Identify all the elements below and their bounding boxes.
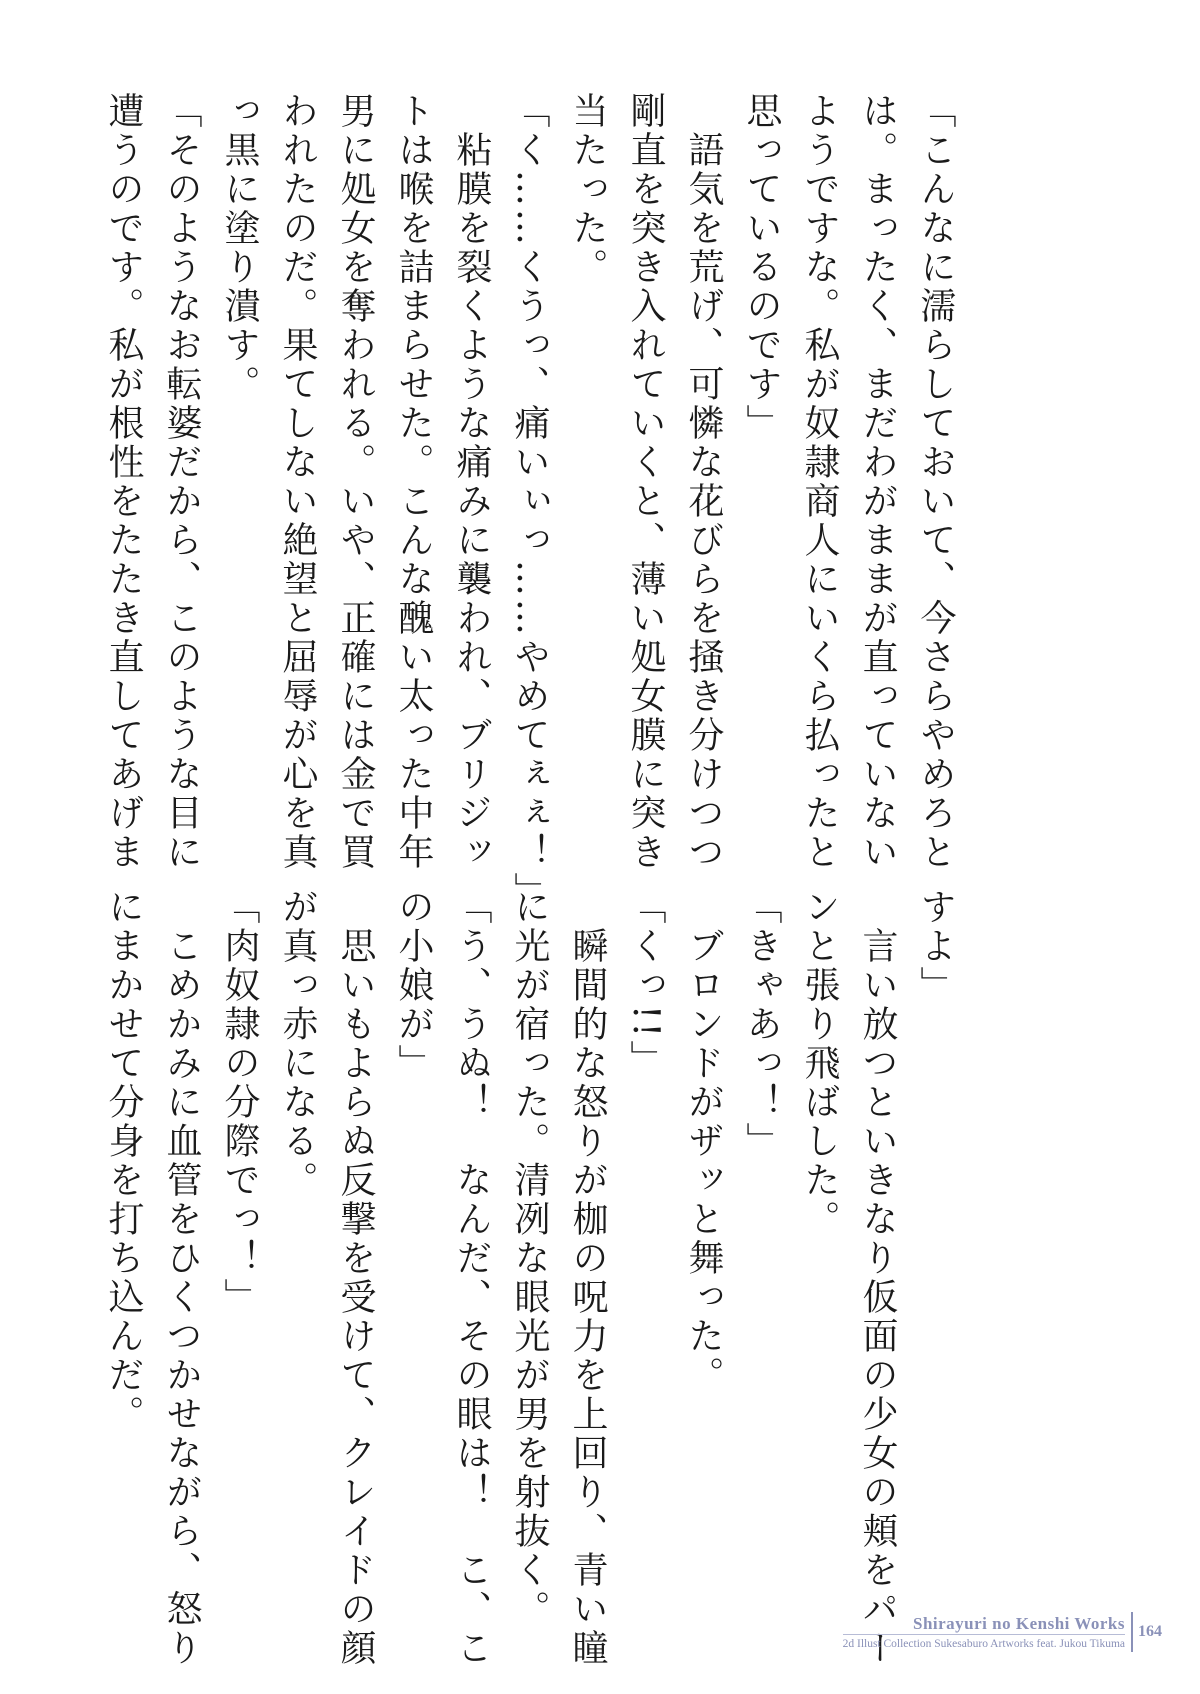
text-line: 遭うのです。私が根性をたたき直してあげま [103,92,144,872]
text-line: 剛直を突き入れていくと、薄い処女膜に突き [625,92,666,872]
footer-divider [1131,1612,1133,1652]
text-line: 当たった。 [567,92,608,287]
text-line: 男に処女を奪われる。いや、正確には金で買 [335,92,376,872]
text-line: 「肉奴隷の分際でっ！」 [219,888,260,1317]
text-line: われたのだ。果てしない絶望と屈辱が心を真 [277,92,318,872]
text-line: 瞬間的な怒りが枷の呪力を上回り、青い瞳 [567,888,608,1668]
text-line: 思いもよらぬ反撃を受けて、クレイドの顔 [335,888,376,1668]
text-line: の小娘が」 [393,888,434,1083]
text-line: に光が宿った。清冽な眼光が男を射抜く。 [509,888,550,1629]
text-line: にまかせて分身を打ち込んだ。 [103,888,144,1434]
text-line: トは喉を詰まらせた。こんな醜い太った中年 [393,92,434,872]
text-line: 「きゃあっ！」 [741,888,782,1161]
text-line: 「く……くうっ、痛いぃっ……やめてぇぇ！」 [509,92,550,911]
page-number: 164 [1138,1623,1162,1640]
text-line: 粘膜を裂くような痛みに襲われ、ブリジッ [451,92,492,872]
text-line: 語気を荒げ、可憐な花びらを掻き分けつつ [683,92,724,872]
text-line: っ黒に塗り潰す。 [219,92,260,404]
text-line: 「う、うぬ！ なんだ、その眼は！ こ、こ [451,888,492,1668]
text-line: ようですな。私が奴隷商人にいくら払ったと [799,92,840,872]
text-line: が真っ赤になる。 [277,888,318,1200]
text-line: 「そのようなお転婆だから、このような目に [161,92,202,872]
text-line: 「くっ!!」 [625,888,666,1079]
text-block-upper [103,92,964,911]
text-line: は。まったく、まだわがままが直っていない [857,92,898,872]
collection-title: 2d Illust Collection Sukesaburo Artworks feat. Jukou Tikuma [843,1634,1125,1651]
footer-text [843,1614,1125,1651]
text-line: こめかみに血管をひくつかせながら、怒り [161,888,202,1668]
text-block-lower [103,888,964,1668]
text-line: 思っているのです」 [741,92,782,443]
text-line: すよ」 [915,888,956,1005]
text-line: 「こんなに濡らしておいて、今さらやめろと [915,92,956,872]
page-footer [843,1612,1162,1652]
text-line: ンと張り飛ばした。 [799,888,840,1239]
text-line: ブロンドがザッと舞った。 [683,888,724,1395]
text-line: 言い放つといきなり仮面の少女の頬をパー [857,888,898,1668]
series-title: Shirayuri no Kenshi Works [913,1613,1125,1633]
